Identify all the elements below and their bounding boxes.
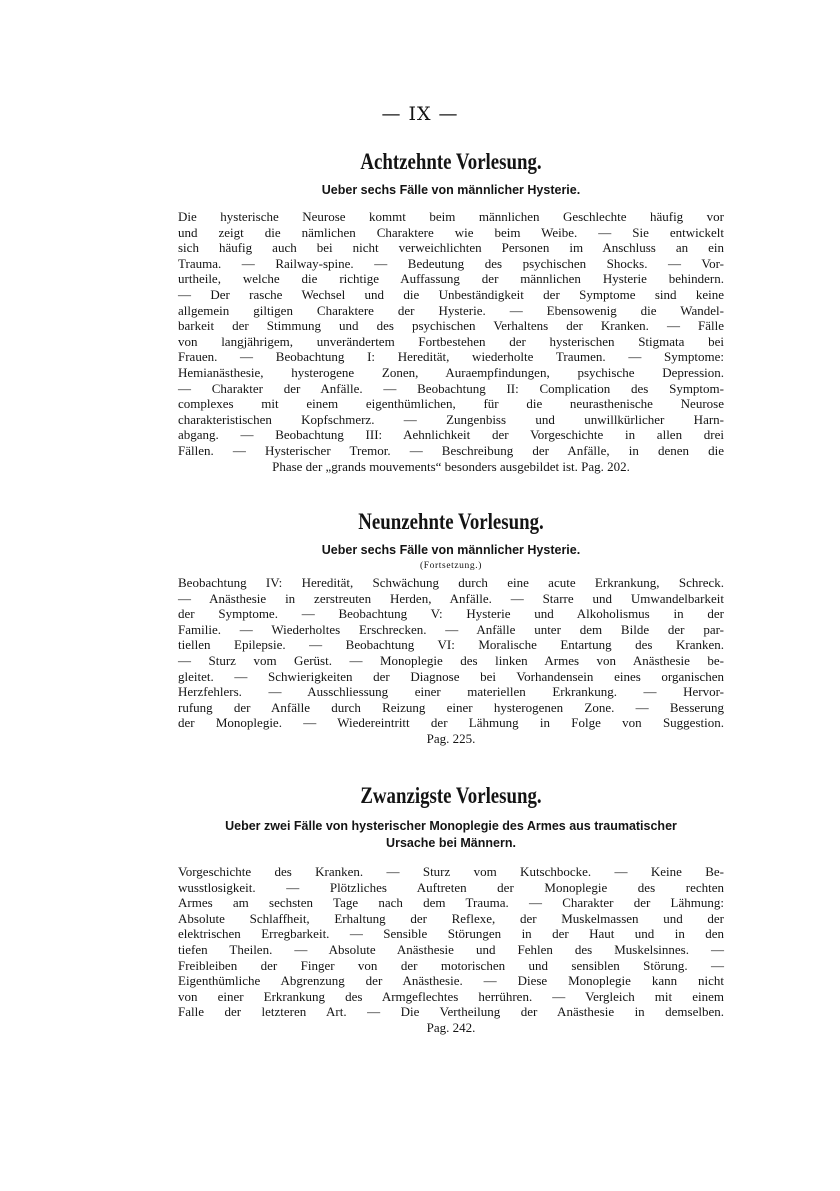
text-line: Herzfehlers. — Ausschliessung einer materiellen Erkrankung. — Hervor- [178, 684, 724, 700]
text-line: rufung der Anfälle durch Reizung einer hysterogenen Zone. — Besserung [178, 699, 724, 715]
text-line: gleitet. — Schwierigkeiten der Diagnose bei Vorhandensein eines organischen [178, 668, 724, 684]
text-line: Die hysterische Neurose kommt beim männlichen Geschlechte häufig vor [178, 209, 724, 224]
text-line: sich häufig auch bei nicht verweichlichten Personen im Anschluss an ein [178, 240, 724, 256]
text-line: und zeigt die nämlichen Charaktere wie beim Weibe. — Sie entwickelt [178, 224, 724, 240]
lecture-subtitle: Ueber sechs Fälle von männlicher Hysterie. [321, 183, 581, 197]
lecture-subtitle: Ueber sechs Fälle von männlicher Hysterie. [321, 543, 581, 557]
lecture-title: Achtzehnte Vorlesung. [360, 149, 542, 174]
text-line: Trauma. — Railway-spine. — Bedeutung des psychischen Shocks. — Vor- [178, 255, 724, 271]
text-line: tiefen Theilen. — Absolute Anästhesie und Fehlen des Muskelsinnes. — [178, 941, 724, 957]
lecture-summary [178, 575, 724, 747]
lecture-title: Zwanzigste Vorlesung. [360, 783, 542, 808]
text-line: Pag. 242. [426, 1019, 476, 1035]
text-line: abgang. — Beobachtung III: Aehnlichkeit der Vorgeschichte in allen drei [178, 427, 724, 443]
text-line: allgemein giltigen Charaktere der Hysterie. — Ebensowenig die Wandel- [178, 302, 724, 318]
text-line: wusstlosigkeit. — Plötzliches Auftreten der Monoplegie des rechten [178, 879, 724, 895]
text-line: — Sturz vom Gerüst. — Monoplegie des linken Armes von Anästhesie be- [178, 652, 724, 668]
text-line: Vorgeschichte des Kranken. — Sturz vom Kutschbocke. — Keine Be- [178, 864, 724, 879]
text-line: complexes mit einem eigenthümlichen, für die neurasthenische Neurose [178, 396, 724, 412]
text-line: der Monoplegie. — Wiedereintritt der Lähmung in Folge von Suggestion. [178, 715, 724, 731]
subtitle-line: Ueber zwei Fälle von hysterischer Monoplegie des Armes aus traumatischer [225, 819, 677, 833]
lecture-19 [178, 508, 724, 747]
lecture-title: Neunzehnte Vorlesung. [358, 509, 544, 534]
text-line: barkeit der Stimmung und des psychischen Verhaltens der Kranken. — Fälle [178, 318, 724, 334]
text-line: elektrischen Erregbarkeit. — Sensible Störungen in der Haut und in den [178, 926, 724, 942]
text-line: Frauen. — Beobachtung I: Heredität, wiederholte Traumen. — Symptome: [178, 349, 724, 365]
page-number: — IX — [381, 103, 459, 125]
text-line: Falle der letzteren Art. — Die Vertheilung der Anästhesie in demselben. [178, 1004, 724, 1020]
text-line: Eigenthümliche Abgrenzung der Anästhesie. — Diese Monoplegie kann nicht [178, 973, 724, 989]
text-line: der Symptome. — Beobachtung V: Hysterie und Alkoholismus in der [178, 606, 724, 622]
text-line: von langjährigem, unverändertem Fortbestehen der hysterischen Stigmata bei [178, 333, 724, 349]
text-line: Absolute Schlaffheit, Erhaltung der Reflexe, der Muskelmassen und der [178, 910, 724, 926]
lecture-18 [178, 148, 724, 474]
text-line: von einer Erkrankung des Armgeflechtes herrühren. — Vergleich mit einem [178, 988, 724, 1004]
text-line: Beobachtung IV: Heredität, Schwächung durch eine acute Erkrankung, Schreck. [178, 575, 724, 590]
lecture-summary [178, 864, 724, 1036]
lecture-summary [178, 209, 724, 474]
text-line: charakteristischen Kopfschmerz. — Zungenbiss und unwillkürlicher Harn- [178, 411, 724, 427]
lecture-subtitle [178, 818, 724, 852]
text-line: Armes am sechsten Tage nach dem Trauma. — Charakter der Lähmung: [178, 895, 724, 911]
continuation-note: (Fortsetzung.) [420, 561, 482, 571]
text-line: tiellen Epilepsie. — Beobachtung VI: Moralische Entartung des Kranken. [178, 637, 724, 653]
text-line: Phase der „grands mouvements“ besonders ausgebildet ist. Pag. 202. [272, 458, 630, 474]
lecture-20 [178, 782, 724, 1036]
text-line: — Der rasche Wechsel und die Unbeständigkeit der Symptome sind keine [178, 286, 724, 302]
text-line: Freibleiben der Finger von der motorischen und sensiblen Störung. — [178, 957, 724, 973]
text-line: — Charakter der Anfälle. — Beobachtung II: Complication des Symptom- [178, 380, 724, 396]
subtitle-line: Ursache bei Männern. [386, 836, 516, 850]
text-line: — Anästhesie in zerstreuten Herden, Anfälle. — Starre und Umwandelbarkeit [178, 590, 724, 606]
text-line: urtheile, welche die richtige Auffassung der männlichen Hysterie behindern. [178, 271, 724, 287]
text-line: Fällen. — Hysterischer Tremor. — Beschreibung der Anfälle, in denen die [178, 442, 724, 458]
text-line: Pag. 225. [426, 730, 476, 746]
text-line: Familie. — Wiederholtes Erschrecken. — Anfälle unter dem Bilde der par- [178, 621, 724, 637]
text-line: Hemianästhesie, hysterogene Zonen, Auraempfindungen, psychische Depression. [178, 364, 724, 380]
